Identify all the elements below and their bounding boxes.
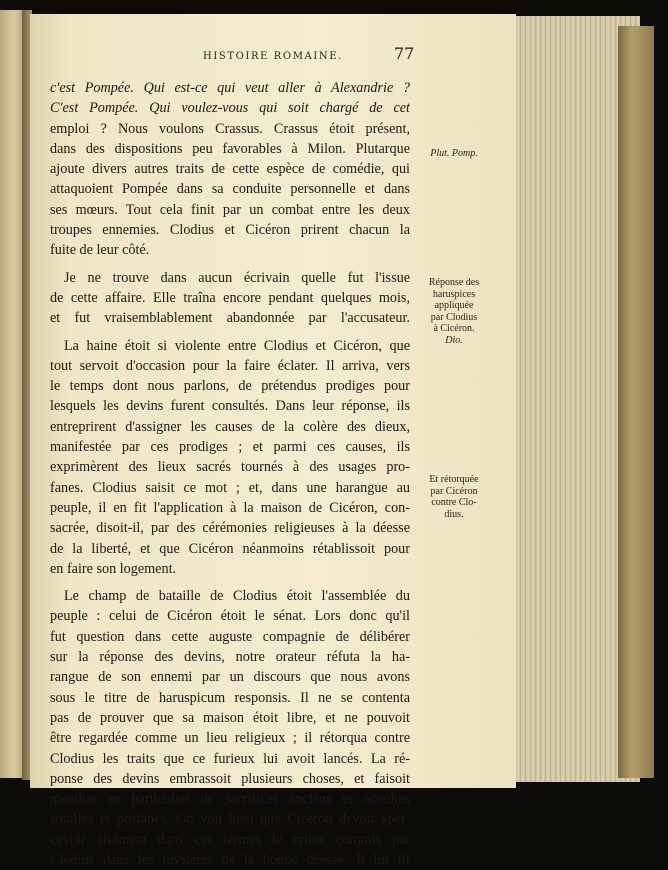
text-line: pas de prouver que sa maison étoit libre, et ne pouvoit xyxy=(50,709,410,726)
text-line: et fut vraisemblablement abandonnée par l'accusateur. xyxy=(50,310,410,327)
margin-note-source xyxy=(412,148,496,160)
text-line: peuple : celui de Cicéron étoit le sénat. Lors donc qu'il xyxy=(50,608,410,625)
text-line: fanes. Clodius saisit ce mot ; et, dans une harangue au xyxy=(50,479,410,496)
text-line: Le champ de bataille de Clodius étoit l'assemblée du xyxy=(64,588,410,605)
text-line: ses mœurs. Tout cela finit par un combat entre les deux xyxy=(50,201,410,218)
margin-note-line: par Cicéron xyxy=(430,485,478,497)
text-line: dans des dispositions peu favorables à Milon. Plutarque xyxy=(50,140,410,157)
text-line: C'est Pompée. Qui voulez-vous qui soit chargé de cet xyxy=(50,100,410,117)
text-line: peuple, il en fit l'application à la maison de Cicéron, con- xyxy=(50,499,410,516)
margin-note-line: par Clodius xyxy=(430,311,478,323)
text-line: fuite de leur côté. xyxy=(50,242,150,259)
text-line: c'est Pompée. Qui est-ce qui veut aller à Alexandrie ? xyxy=(50,80,410,96)
text-line: exprimèrent des lieux sacrés tournés à des usages pro- xyxy=(50,459,410,476)
margin-note-line: à Cicéron. xyxy=(433,323,475,335)
margin-note-text: Plut. Pomp. xyxy=(430,148,478,159)
text-line: manifestée par ces prodiges ; et parmi ces causes, ils xyxy=(50,439,410,456)
text-line: Je ne trouve dans aucun écrivain quelle fut l'issue xyxy=(64,269,410,286)
margin-note-line: contre Clo- xyxy=(431,497,477,509)
text-line: sous le titre de haruspicum responsis. Il ne se contenta xyxy=(50,689,410,706)
margin-note-line: haruspices xyxy=(432,288,476,300)
margin-note-reponse xyxy=(412,277,496,347)
book-cover-edge xyxy=(618,26,654,778)
text-line: troupes ennemies. Clodius et Cicéron prirent chacun la xyxy=(50,222,410,239)
margin-note-line: dius. xyxy=(444,508,464,520)
text-line: cevoir aisément dans ces termes le crime commis par xyxy=(50,831,410,848)
text-line: sacrée, disoit-il, par des cérémonies religieuses à la déesse xyxy=(50,520,410,537)
text-line: lesquels les devins furent consultés. Dans leur réponse, ils xyxy=(50,398,410,415)
margin-note-source-dio: Dio. xyxy=(445,334,463,346)
text-line: La haine étoit si violente entre Clodius et Cicéron, que xyxy=(64,337,410,354)
text-line: attaquoient Pompée dans sa conduite personnelle et dans xyxy=(50,181,410,198)
text-line: en faire son logement. xyxy=(50,560,177,577)
facing-page-edge xyxy=(0,10,24,778)
text-line: Clodius les traits que ce furieux lui avoit lancés. La ré- xyxy=(50,750,410,767)
running-head: HISTOIRE ROMAINE. xyxy=(203,51,343,62)
text-line: mention en particulier de sacrifices anciens et occultes xyxy=(50,791,410,808)
text-line: tout servoit d'occasion pour la faire éclater. Il arriva, vers xyxy=(50,357,410,374)
margin-note-retorquee xyxy=(412,474,496,520)
text-line: ajoute divers autres traits de cette espèce de comédie, qui xyxy=(50,161,410,178)
margin-note-line: Et rétorquée xyxy=(429,474,479,485)
margin-note-line: Réponse des xyxy=(428,277,480,288)
text-line: de cette affaire. Elle traîna encore pendant quelques mois, xyxy=(50,289,410,306)
text-line: le temps dont nous parlons, de prétendus prodiges pour xyxy=(50,378,410,395)
text-line: emploi ? Nous voulons Crassus. Crassus étoit présent, xyxy=(50,120,410,137)
text-line: sur la réponse des devins, notre orateur réfuta la ha- xyxy=(50,649,410,666)
book-page xyxy=(30,14,516,868)
text-line: souillés et profanés. On voit bien que Cicéron devoit aper- xyxy=(50,811,410,828)
text-line: rangue de son ennemi par un discours que nous avons xyxy=(50,669,410,686)
page-number: 77 xyxy=(394,44,415,63)
text-line: être regardée comme un lieu religieux ; il rétorqua contre xyxy=(50,730,410,747)
text-line: entreprirent d'assigner les causes de la colère des dieux, xyxy=(50,418,410,435)
body-text xyxy=(50,78,410,870)
text-line: de la liberté, et que Cicéron néanmoins rétablissoit pour xyxy=(50,540,410,557)
text-line: Clodius dans les mystères de la bonne déesse. Il lui fit xyxy=(50,851,410,868)
text-line: fut question dans cette auguste compagnie de délibérer xyxy=(50,628,410,645)
margin-note-line: appliquée xyxy=(434,300,474,312)
text-line: ponse des devins embrassoit plusieurs choses, et faisoit xyxy=(50,770,410,787)
